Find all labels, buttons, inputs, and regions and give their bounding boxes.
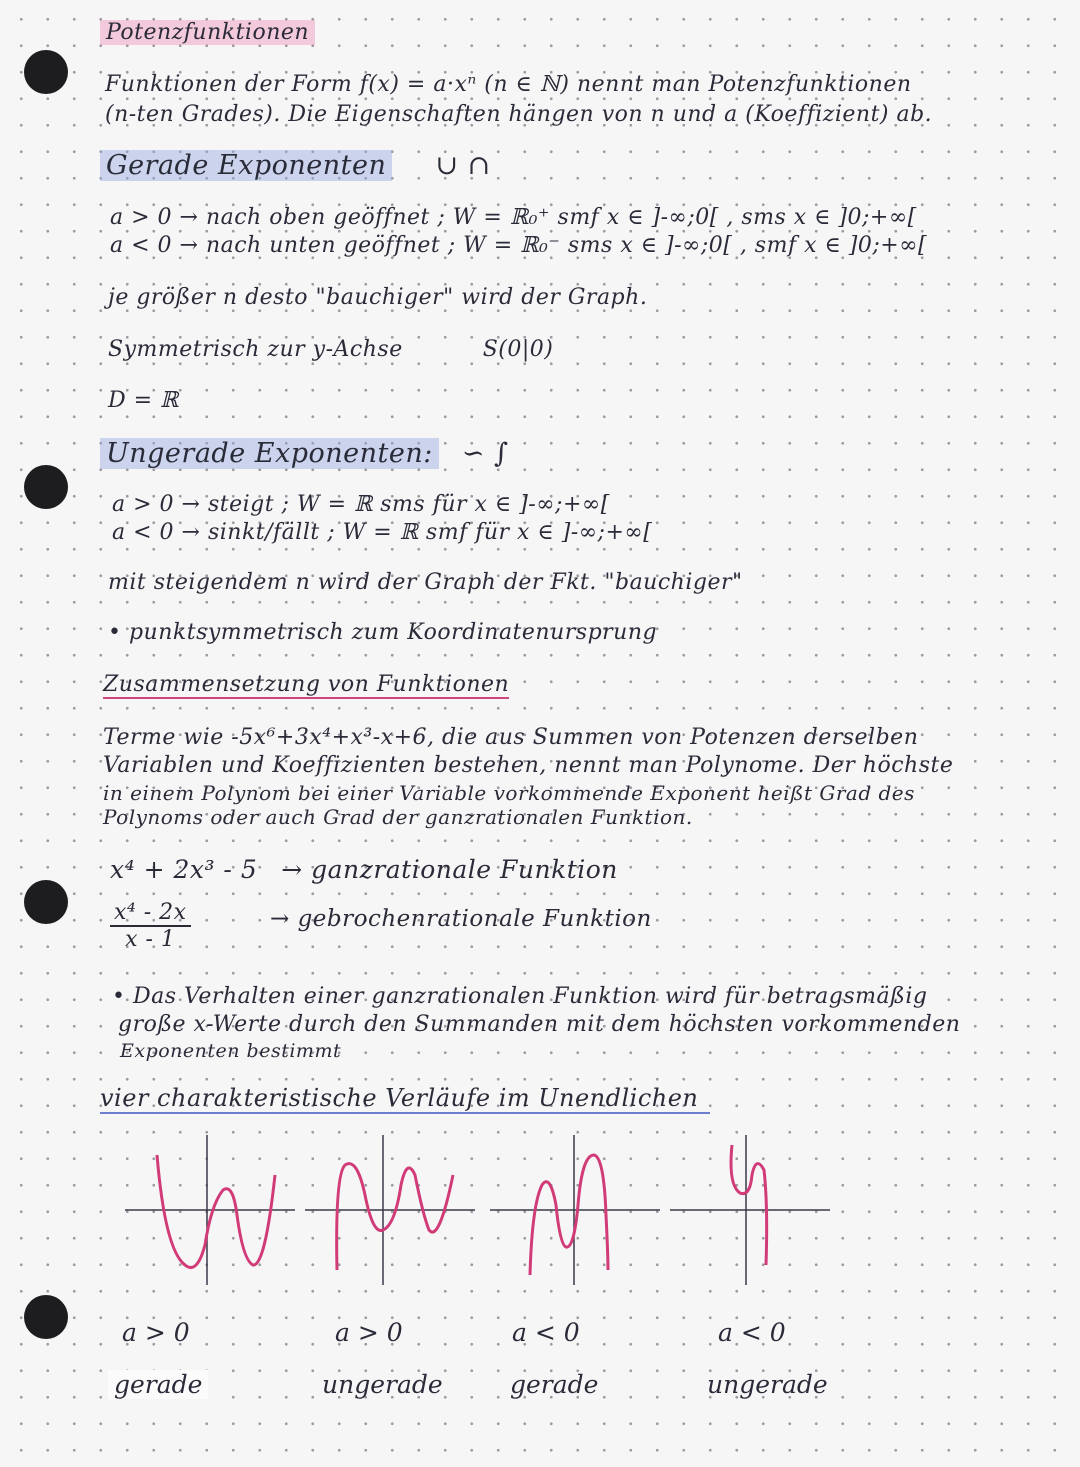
punch-hole (24, 880, 68, 924)
punch-hole (24, 465, 68, 509)
curve (530, 1155, 608, 1275)
graph-4-a-label: a < 0 (718, 1318, 786, 1347)
curve (731, 1145, 767, 1265)
graph-even-negative (490, 1135, 660, 1285)
odd-heading: Ungerade Exponenten: ∽ ∫ (100, 438, 509, 469)
composition-line-1: Terme wie -5x⁶+3x⁴+x³-x+6, die aus Summen von Potenzen derselben (103, 725, 919, 750)
graph-1-a-label: a > 0 (122, 1318, 190, 1347)
graph-3-parity-label: gerade (510, 1370, 599, 1399)
page-title: Potenzfunktionen (100, 20, 315, 45)
composition-heading: Zusammensetzung von Funktionen (103, 672, 510, 697)
intro-line-2: (n-ten Grades). Die Eigenschaften hängen von n und a (Koeffizient) ab. (105, 102, 933, 127)
intro-line-1: Funktionen der Form f(x) = a·xⁿ (n ∈ ℕ) nennt man Potenzfunktionen (105, 72, 912, 97)
even-note-3: D = ℝ (108, 388, 179, 413)
odd-note-2: • punktsymmetrisch zum Koordinatenursprung (108, 620, 658, 645)
curve (337, 1164, 453, 1270)
odd-note-1: mit steigendem n wird der Graph der Fkt. "bauchiger" (108, 570, 743, 595)
behavior-line-2: große x-Werte durch den Summanden mit dem höchsten vorkommenden (118, 1012, 961, 1037)
even-heading: Gerade Exponenten ∪ ∩ (100, 150, 491, 181)
example-broken-rational: → gebrochenrationale Funktion (270, 906, 652, 932)
graph-odd-negative (670, 1135, 840, 1285)
punch-hole (24, 50, 68, 94)
behavior-line-3: Exponenten bestimmt (120, 1040, 342, 1062)
graph-2-parity-label: ungerade (322, 1370, 443, 1399)
behavior-line-1: • Das Verhalten einer ganzrationalen Funktion wird für betragsmäßig (112, 984, 928, 1009)
graph-odd-positive (305, 1135, 475, 1285)
composition-line-2: Variablen und Koeffizienten bestehen, nennt man Polynome. Der höchste (103, 753, 954, 778)
odd-a-positive: a > 0 → steigt ; W = ℝ sms für x ∈ ]-∞;+∞[ (112, 492, 610, 517)
composition-line-4: Polynoms oder auch Grad der ganzrationalen Funktion. (103, 805, 693, 829)
even-note-2: Symmetrisch zur y-Achse S(0|0) (108, 337, 554, 362)
graph-even-positive (125, 1135, 295, 1285)
even-note-1: je größer n desto "bauchiger" wird der Graph. (108, 285, 648, 310)
even-a-negative: a < 0 → nach unten geöffnet ; W = ℝ₀⁻ sms x ∈ ]-∞;0[ , smf x ∈ ]0;+∞[ (110, 233, 928, 258)
graph-1-parity-label: gerade (108, 1370, 208, 1399)
curve (157, 1155, 275, 1268)
composition-line-3: in einem Polynom bei einer Variable vorkommende Exponent heißt Grad des (103, 781, 915, 805)
graph-4-parity-label: ungerade (707, 1370, 828, 1399)
graph-3-a-label: a < 0 (512, 1318, 580, 1347)
characteristic-heading: vier charakteristische Verläufe im Unendlichen (100, 1084, 710, 1112)
example-entire-rational: x⁴ + 2x³ - 5 → ganzrationale Funktion (110, 855, 618, 884)
punch-hole (24, 1295, 68, 1339)
even-a-positive: a > 0 → nach oben geöffnet ; W = ℝ₀⁺ smf x ∈ ]-∞;0[ , sms x ∈ ]0;+∞[ (110, 205, 917, 230)
example-fraction: $\frac{\text{x⁴ - 2x}}{x - 1}$ (110, 900, 191, 952)
odd-a-negative: a < 0 → sinkt/fällt ; W = ℝ smf für x ∈ ]-∞;+∞[ (112, 520, 653, 545)
graph-2-a-label: a > 0 (335, 1318, 403, 1347)
